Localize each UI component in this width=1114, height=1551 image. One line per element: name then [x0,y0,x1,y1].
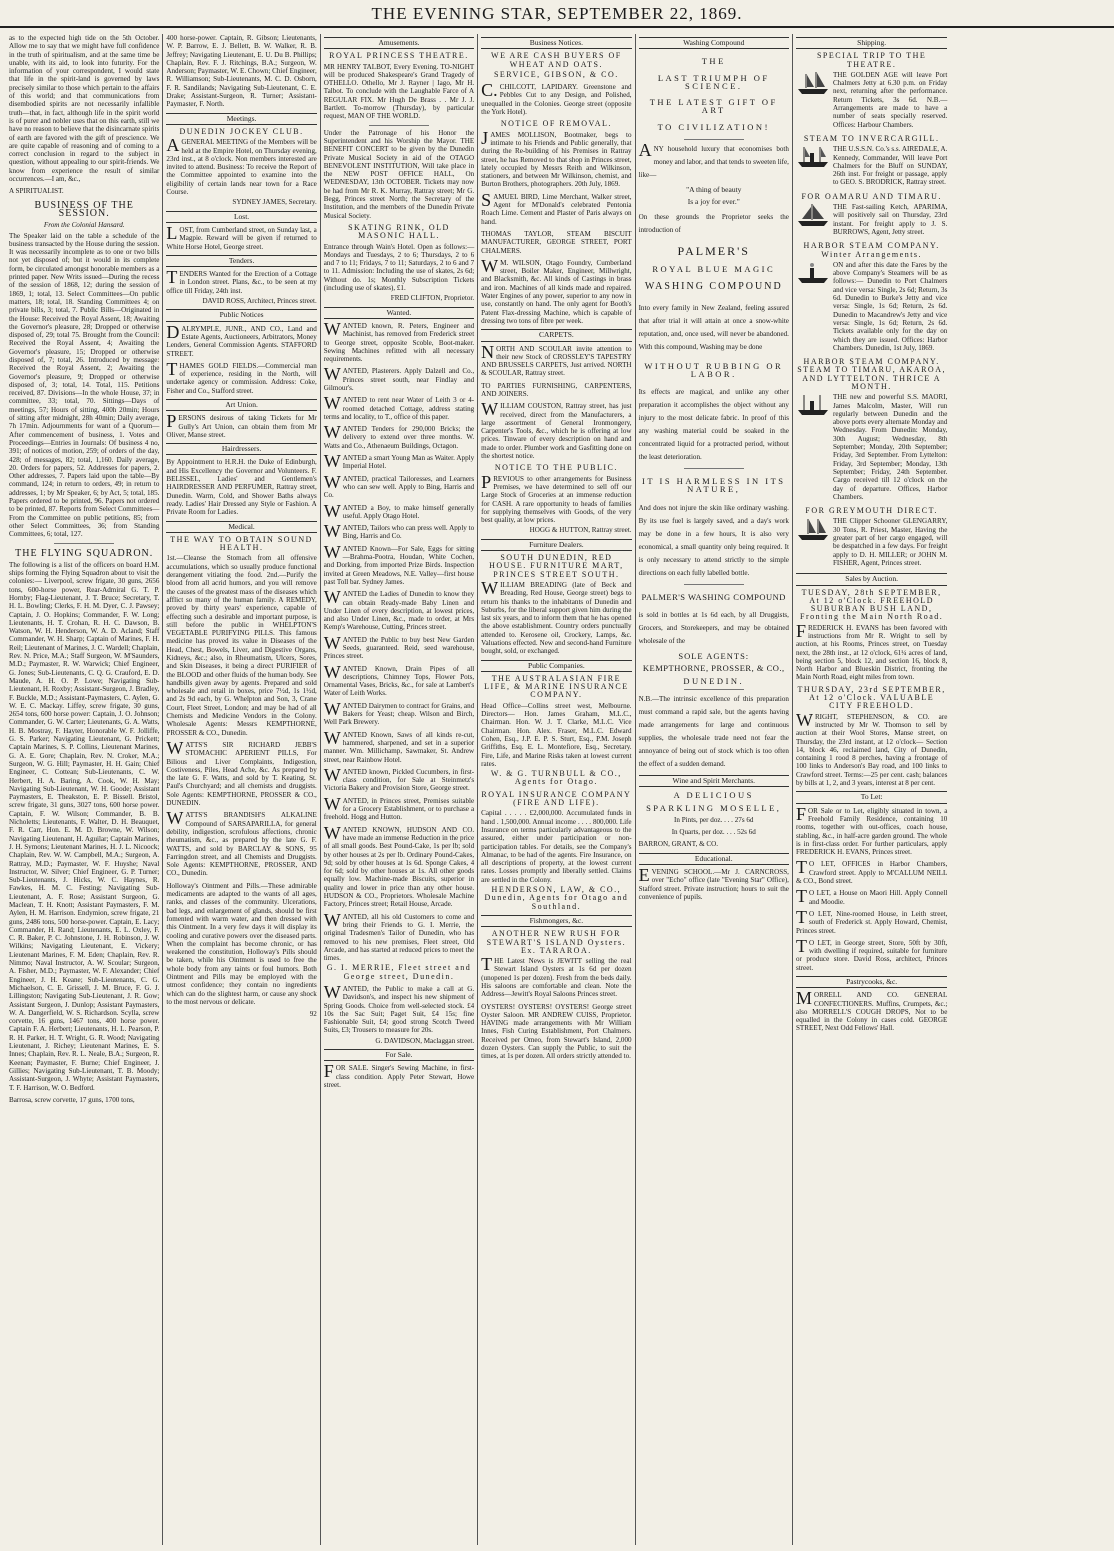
headline: LAST TRIUMPH OF SCIENCE. [657,72,770,91]
article-heading: THE FLYING SQUADRON. [15,547,154,559]
ad-title: THE AUSTRALASIAN FIRE LIFE, & MARINE INSURANCE COMPANY. [484,673,629,700]
ad-body: WM. WILSON, Otago Foundry, Cumberland street, Boiler Maker, Engineer, Millwright, and Blacksmith, &c. All kinds of Castings in brass and iron. Machines of all kinds made and repaired. Water Engines of any power, superior to any now in use, constantly on hand. The only agent for Booth's Patent Flax-dressing Machine, which is capable of dressing two tons of fibre per week. [481,255,632,325]
ad-body: And does not injure the skin like ordinary washing. By its use fuel is largely saved, and a day's work may be done in a few hours, It is also very economical, a small quantity only being required. It is only necessary to attend strictly to the simple directions on each fully labelled bottle. [638,503,789,577]
ad-body: WATTS'S SIR RICHARD JEBB'S STOMACHIC APERIENT PILLS, For Bilious and Liver Complaints, Indigestion, Costiveness, Piles, Head Ache, &c. As prepared by the late G. F. Watts, and sold by T. Keating, St. Paul's Churchyard; and all chemists and druggists. Sole Agents: KEMPTHORNE, PROSSER & CO., DUNEDIN. [166,737,317,808]
article-heading: BUSINESS OF THE SESSION. [34,199,134,219]
article-source: From the Colonial Hansard. [43,221,125,230]
ad-body: FREDERICK H. EVANS has been favored with instructions from Mr R. Wright to sell by auction, at his Rooms, Princes street, on Tuesday next, the 28th inst., at 12 o'clock, 61¼ acres of land, being section 5, block 12, and section 16, block 8, North Harbor and Blueskin District, fronting the Main North Road, eight miles from town. [795,620,948,682]
headline: DUNEDIN. [683,675,745,686]
ad-title: THE WAY TO OBTAIN SOUND HEALTH. [170,534,313,553]
ad-body: THE GOLDEN AGE will leave Port Chalmers Jetty at 6.30 p.m. on Friday next, returning after the performance. Return Tickets, 3s 6d. N.B.—Arrangements are made to have a number of seats specially reserved. Offices: Harbour Chambers. [832,70,948,129]
column-3 [321,34,478,1545]
ad-body: TO LET, in George street, Store, 50ft by 30ft, with dwelling if required, suitable for furniture or produce store. David Ross, architect, Princes street. [795,935,948,972]
ad-signature: SERVICE, GIBSON, & CO. [493,69,619,79]
ad-body: THE Latest News is JEWITT selling the real Stewart Island Oysters at 1s 6d per dozen (unopened 1s per dozen). Fresh from the beds daily. His saloons are comfortable and clean. Note the Address—Jewitt's Royal Saloons Princes street. [481,954,632,999]
ad-body: FOR Sale or to Let, eligibly situated in town, a Freehold Family Residence, containing 10 rooms, together with out-offices, coach house, stabling, &c., in half-acre garden ground. The whole is in first-class order. For further particulars, apply FREDERICK H. EVANS, Princes street. [795,803,948,857]
masthead [0,0,1114,28]
section-public-notices: Public Notices [166,309,316,321]
ad-body: WRIGHT, STEPHENSON, & CO. are instructed by Mr W. Thomson to sell by auction at their Wool Stores, Manse street, on Thursday, the 23rd instant, at 12 o'clock— Section 14, block 46, reclaimed land, City of Dunedin, containing 1 rood 8 perches, having a frontage of 100 links to Anderson's Bay road, and 100 links to Crawford street. Terms:—25 per cent. cash; balances by bills at 1, 2, and 3 years, interest at 8 per cent. [795,709,948,788]
ad-title: NOTICE TO THE PUBLIC. [494,463,618,473]
ad-body: PREVIOUS to other arrangements for Business Premises, we have determined to sell off our Large Stock of Groceries at an immense reduction for CASH. A rare opportunity to heads of families for supplying themselves with Goods, of the very best quality, at low prices. [481,471,632,525]
section-washing-compound: Washing Compound [639,37,789,49]
ad-body: EVENING SCHOOL.—Mr J. CARNCROSS, over "Echo" office (late "Evening Star" Office), Stafford street. Private instruction; hours to suit the convenience of pupils. [638,865,789,901]
wanted-ad: WANTED, Plasterers. Apply Dalzell and Co., Princes street south, near Findlay and Gilmour's. [323,364,475,392]
ad-title: ROYAL PRINCESS THEATRE. [329,51,469,61]
letter-text: as to the expected high tide on the 5th October. Allow me to say that we might have full confidence in the truth of spiritualism, and at the same time be unable, with its aid, to look into futurity. For the information of your correspondent, I would state that life in the spirit-land is governed by laws precisely similar to those which pertain to the affairs of this world; and that communications from disembodied spirits are not necessarily infallible truth—that, in fact, although life in the spirit world is of purer and nobler uses that on this earth, still we have no reason to believe that the disincarnate spirits of earth are favored with the gift of prescience. We are quite capable of reasoning and of coming to a correct conclusion in regard to the subject in question, without appealing to our spirit-friends. We know from experience the result of similar occurrences.—I am, &c., [9,34,160,184]
ad-body: SAMUEL BIRD, Lime Merchant, Walker street, Agent for M'Donald's celebrated Pentonia Roach Lime. Cement and Plaster of Paris always on hand. [481,189,632,226]
ad-title: ANOTHER NEW RUSH FOR STEWART'S ISLAND Oysters. Ex. TARAROA. [486,929,627,955]
ad-body: JAMES MOLLISON, Bootmaker, begs to intimate to his Friends and Public generally, that during the Re-building of his Premises in Rattray street, he has Removed to that shop in Princes street, lately occupied by Messrs Reith and Wilkinson, stationers, and between Mr Wilkinson, chemist, and Burton Brothers, photographers. 20th July, 1869. [481,127,632,189]
ad-body: TO LET, OFFICES in Harbor Chambers, Crawford street. Apply to M'CALLUM NEILL & CO., Bond street. [795,857,948,886]
wanted-ad: WANTED, all his old Customers to come and bring their Friends to G. I. Merrie, the original Tradesmen's Tailor of Dunedin, who has removed to his new premises, Fleet street, Old Arcade, and has started at reduced prices to meet the times. [323,909,475,963]
ad-body: 1st.—Cleanse the Stomach from all offensive accumulations, which so usually produce functional derangement vitiating the food. 2nd.—Purify the blood from all acrid humors, and you will remove the causes of the greatest mass of the diseases which afflict so many of the human family. A REMEDY, proved by thirty years' experience, capable of effecting such a desirable and important purpose, is still before the public in WHELPTON'S VEGETABLE PURIFYING PILLS. This famous medicine has proved its value in Diseases of the Head, Chest, Bowels, Liver, and Digestive Organs, Kidneys, &c.; also, in Rheumatism, Ulcers, Sores, and Skin Diseases, it being a direct PURIFIER of the BLOOD and other fluids of the human body. See handbills given away by agents. Prepared and sold wholesale and retail in boxes, price 7½d, 1s 1½d, and 2s 9d each, by G. Whelpton and Son, 3, Crane Court, Fleet Street, London; and may be had of all Chemists and Medicine Vendors in the Colony. Wholesale Agents: Messrs KEMPTHORNE, PROSSER & CO., Dunedin. [166,554,317,737]
section-public-companies: Public Companies. [481,660,631,672]
ad-title: SKATING RINK, OLD MASONIC HALL. [348,222,450,241]
ad-body: C.CHILCOTT, LAPIDARY. Greenstone and Pebbles Cut to any Design, and Polished, unequalled in the Colonies. George street (opposite the York Hotel). [481,80,632,117]
section-educational: Educational. [639,853,789,865]
column-2 [163,34,320,1545]
ad-body: FOR SALE. Singer's Sewing Machine, in first-class condition. Apply Peter Stewart, Howe street. [323,1061,475,1089]
ad-body: Capital . . . . . £2,000,000. Accumulated funds in hand . 1,500,000. Annual income . . . . 800,000. Life Insurance on terms particularly advantageous to the assured, either under participation or non-participation tables. For details, see the Company's Almanac, to be had of the agents. Fire Insurance, on all descriptions of property, at the lowest current rates. Losses promptly and liberally settled. Claims are settled in the Colony. [481,809,632,884]
ad-signature: DAVID ROSS, Architect, Princes street. [202,297,317,306]
ad-body: LOST, from Cumberland street, on Sunday last, a Magpie. Reward will be given if returned to White Horse Hotel, George street. [166,222,317,251]
ad-title: DUNEDIN JOCKEY CLUB. [179,126,304,136]
article-body: The Speaker laid on the table a schedule of the business transacted by the House during the session. It was necessarily incomplete as to one or two bills not yet disposed of; but it would in its complete form, be circulated amongst honorable members as a printed paper. New Writs issued—During the recess of the session of 1868, 12; during the session of 1869, 1; total, 13. Select Committees—On public matters, 18; total, 18. Standing Committees 4; on private bills, 3; total, 7. Public Bills—Originated in the House: Received the Royal Assent, 18; Awaiting the Governor's pleasure, 28; Dropped or otherwise disposed of, 29; total 75. Brought from the Council: Received the Royal Assent, 4; Awaiting the Governor's pleasure, 15; Dropped or otherwise disposed of, 7; total, 26. Introduced by message: Received the Royal Assent, 2; Awaiting the Governor's pleasure, 9; Dropped or otherwise disposed of, 3; total, 14. Total, 115. Petitions received, 87. Divisions—In the whole House, 37; in committee, 33; total, 70. Sittings—Days of meetings, 57; Hours of sitting, 400h 20min; Hours of sitting after midnight, 28h 40min; Daily average, 7h 17min. Adjournments for want of a Quorum—After commencement of business, 1. Votes and Proceedings—Entries in Journals: Of business 4 no, 391; of notices of motion, 259; of orders of the day, 428; of messages, 82; total, 1,160. Daily average, 20. Orders for papers, 52. Addresses for papers, 2. Other addresses, 7. Papers laid upon the table—By command, 124; in return to orders, 49; in return to addresses, 1; by Mr Speaker, 6; by Act, 5; total, 185. Papers ordered to be printed, 96. Papers not ordered to be printed, 87. Reports from Select Committees—From the Committee on public petitions, 85; from other Select Committees, 36; from Standing Committees, 6; total, 127. [9,231,160,539]
wanted-ad: WANTED a smart Young Man as Waiter. Apply Imperial Hotel. [323,451,475,472]
wanted-ad: WANTED, in Princes street, Premises suitable for a Grocery Establishment, or to purchase a freehold. Hogg and Hutton. [323,793,475,822]
ad-body: Under the Patronage of his Honor the Superintendent and his Worship the Mayor. THE BENEFIT CONCERT to be given by the Dunedin Private Musical Society in aid of the OTAGO BENEVOLENT INSTITUTION, Will take place in the NEW POST OFFICE HALL, On WEDNESDAY, 13th OCTOBER. Tickets may now be had from Mr R. K. Murray, Rattray street; Mr G. Begg, Princes street North; the Secretary of the Institution, and the members of the Dunedin Private Musical Society. [323,128,475,220]
section-medical: Medical. [166,521,316,533]
headline: IT IS HARMLESS IN ITS NATURE, [642,476,786,495]
ad-body: DALRYMPLE, JUNR., AND CO., Land and Estate Agents, Auctioneers, Arbitrators, Money Lenders, General Commission Agents. STAFFORD STREET. [166,321,317,358]
ad-title: HARBOR STEAM COMPANY. Winter Arrangements. [803,241,940,259]
ad-body: OYSTERS! OYSTERS! OYSTERS! George street Oyster Saloon. MR ANDREW CUISS, Proprietor. HAVING made arrangements with Mr William Innes, Fish Curing Establishment, Port Chalmers. Received per Omeo, from Stewart's Island, 2,000 dozen Oysters. Can supply the Public, to suit the times, at 1s per dozen. All orders strictly attended to. [481,1002,632,1061]
section-business-notices: Business Notices. [481,37,631,49]
ship-icon [796,517,830,541]
headline: THE [701,56,726,67]
ad-body: Entrance through Wain's Hotel. Open as follows:—Mondays and Tuesdays, 2 to 6; Thursdays, 2 to 6 and 7 to 11; Fridays, 7 to 11; Saturdays, 2 to 6 and 7 to 11. Admission: Including the use of skates, 2s 6d; Without do. 1s; Monthly Subscription Tickets (including use of skates), £1. [323,242,475,293]
ad-signature: G. DAVIDSON, Maclaggan street. [375,1036,475,1045]
ad-title: TO PARTIES FURNISHING, CARPENTERS, AND JOINERS. [481,381,632,398]
section-sales-by-auction: Sales by Auction. [796,573,947,585]
article-last-line: Barrosa, screw corvette, 17 guns, 1700 tons, [9,1095,135,1104]
wanted-ad: WANTED to rent near Water of Leith 3 or 4-roomed detached Cottage, address stating terms and locality, to T., office of this paper. [323,393,475,421]
headline: A DELICIOUS [673,790,754,801]
section-for-sale: For Sale. [324,1049,474,1061]
ad-title: FOR OAMARU AND TIMARU. [801,191,942,201]
ad-title: HARBOR STEAM COMPANY. STEAM TO TIMARU, AKAROA, AND LYTTELTON. THRICE A MONTH. [797,357,946,391]
wanted-ad: WANTED a Boy, to make himself generally useful. Apply Otago Hotel. [323,500,475,521]
ad-signature: G. I. MERRIE, Fleet street and George street, Dunedin. [326,963,472,981]
column-1 [6,34,163,1545]
wanted-ad: WANTED, practical Tailoresses, and Learners who can sew well. Apply to Bing, Harris and Co. [323,471,475,500]
column-5 [636,34,793,1545]
wanted-ad: WANTED known, R. Peters, Engineer and Machinist, has removed from Frederick street to George street, opposite Scoble, Boot-maker. Sewing Machines refitted with all necessary requirements. [323,318,475,364]
headline: SOLE AGENTS: [678,651,750,662]
ad-body: WILLIAM COUSTON, Rattray street, has just received, direct from the Manufacturers, a large assortment of General Ironmongery, Carpenter's Tools, &c., which he is offering at low prices. Tinware of every description on hand and made to order. Plumber work and Gasfitting done on the shortest notice. [481,399,632,461]
ad-title: SOUTH DUNEDIN, RED HOUSE. FURNITURE MART, PRINCES STREET SOUTH. [489,553,624,579]
price-line: In Pints, per doz. . . . 27s 6d [674,815,754,824]
quote-line: "A thing of beauty [686,185,742,195]
headline: KEMPTHORNE, PROSSER, & CO., [642,663,785,674]
wanted-ad: WANTED Known, Drain Pipes of all descriptions, Chimney Tops, Flower Pots, Ornamental Vases, Bricks, &c., for sale at Lambert's Water of Leith Works. [323,661,475,698]
section-meetings: Meetings. [166,113,316,125]
article-body: The following is a list of the officers on board H.M. ships forming the Flying Squadron about to visit the colonies:— Liverpool, screw frigate, 30 guns, 2656 tons, 600-horse power, Rear-Admiral G. T. P. Hornby; Flag-Lieutenant, J. T. Bruce; Secretary, T. H. L. Bowling; Clerks, F. H. M. Dyer, C. J. Pawsey; Captain, J. O. Hopkins; Commander, F. W. Long; Lieutenants, H. T. Crohan, R. H. C. Dawson, B. Watson, W. H. Henderson, W. A. D. Acland; Staff Commander, W. H. Sharp; Captain of Marines, F. H. Reil; Lieutenant of Marines, J. C. Wardell; Chaplain, Rev. N. Price, M.A.; Staff Surgeon, W. M'Saunders, M.D.; Paymaster, R. W. Warwick; Chief Engineer, G. Jones; Sub-Lieutenants, C. Q. G. Crauford, E. D. Maude, A. H. O. P. Lowe; Navigating Sub-Lieutenant, H. Roxby; Assistant-Surgeon, J. Bradley, F. Buckle, M.D.; Assistant-Paymasters, C. Aylen, G. W. E. C. Mackay. Liffey, screw frigate, 30 guns, 2654 tons, 600 horse power: Captain, J. O. Johnson; Commander, G. W. Carter; Lieutenants, G. A. Watts, H. B. Mostray, F. Hayter, Honorable W. F. Jolliffe, G. S. Parker; Navigating Lieutenant, G. Prickett; Captain Marines, S. P. Collins, Lieutenant Marines, G. A. E. Gore; Chaplain, Rev. N. Croker, M.A.; Surgeon, W. G. Hill; Paymaster, H. H. Gain; Chief Engineer, C. Cottean; Sub-Lieutenants, C. W. Herbert, H. A. Baring, A. Cook, W. H. May; Navigating Sub-Lieutenant, W. H. Goode; Assistant Paymasters, E. Theakston, E. P. Bissell. Bristol, screw frigate, 31 guns, 3027 tons, 600 horse power. Captain, F. W. Wilson; Commander, B. B. Nicholetts; Lieutenants, F. Walter, D. H. Beauquet, F. R. Carr, Hon. E. M. D. Browne, W. Wilson; Navigating Lieutenant, H. Aguilar; Captain Marines, J. H. Symons; Lieutenant Marines, H. J. L. Nicoock; Chaplain, Rev. W. W. Campbell, M.A.; Surgeon, A. Rattray, M.D.; Paymaster, W. F. Huyshe; Naval Instructor, W. Silver; Chief Engineer, G. P. Turner; Sub-Lieutenants, J. Hicks, W. C. Haynes, R. Fawkes, H. M. C. Festing; Navigating Sub-Lieutenant, A. F. Rose; Assistant Surgeon, G. Maclean, T. H. Knott; Assistant Paymasters, F. M. Aylen, H. M. Harrison. Endymion, screw frigate, 21 guns, 2486 tons, 500 horse-power. Captain, E. Lacy; Commander, H. Rand; Lieutenants, E. L. Oxley, F. C. R. Baker, P. C. Johnstone, J. H. Robinson, J. W. Wilkins; Navigating Lieutenant, E. Vickery; Lieutenant Marines, F. M. Eden; Chaplain, Rev. R. Nimmo; Naval Instructor, A. W. Scoular; Surgeon, A. Fisher, M.D.; Paymaster, W. F. Alexander; Chief Engineer, J. H. Keane; Sub-Lieutenants, C. G. Michaelson, C. E. Grissell, J. M. Bruce, F. G. J. Lillingston; Navigating Sub-Lieutenant, J. R. Gow; Assistant Surgeon, J. Dunlop; Assistant Paymasters, W. A. Dangerfield, W. S. Richardson. Scylla, screw corvette, 16 guns, 1467 tons, 400 horse power. Captain F. A. Herbert; Lieutenants, H. L. Pearson, P. R. H. Parker, H. T. Wright, G. R. Wood; Navigating Lieutenant, J. Richey; Lieutenant Marines, E. S. Innes; Chaplain, Rev. R. L. Neale, B.A.; Surgeon, R. Keenan; Paymaster, F. Burne; Chief Engineer, J. Gillies; Navigating Sub-Lieutenant, T. B. Moody; Assistant-Surgeon, J. Whyte; Assistant Paymasters, T. F. Harrison, W. O. Bedford. [9,560,160,1092]
section-fishmongers: Fishmongers, &c. [481,915,631,927]
ad-body: Into every family in New Zealand, feeling assured that after trial it will attain at once a snow-white reputation, and, once used, will never be abandoned. With this compound, Washing may be done [638,303,789,351]
ad-signature: FRED CLIFTON, Proprietor. [390,294,475,303]
ad-title: THURSDAY, 23rd SEPTEMBER, At 12 o'Clock. VALUABLE CITY FREEHOLD. [797,684,946,711]
ad-title: SPECIAL TRIP TO THE THEATRE. [816,51,927,69]
headline: THE LATEST GIFT OF ART [649,97,778,116]
wanted-ad: WANTED the Ladies of Dunedin to know they can obtain Ready-made Baby Linen and Under Linen of every description, at lowest prices, and also Under Linen, &c., made to order, at Mrs Kemp's Warehouse, Cutting, Princes street. [323,587,475,632]
wanted-ad: WANTED Known—For Sale, Eggs for sitting—Brahma-Pootra, Houdan, White Cochen, and Dorking, from imported Prize Birds. Inspection invited at Green Meadows, N.E. Valley—first house past Toll bar. Sydney James. [323,541,475,586]
headline: SPARKLING MOSELLE, [646,802,782,813]
ad-signature: HENDERSON, LAW, & CO., Dunedin, Agents for Otago and Southland. [484,885,629,911]
section-tenders: Tenders. [166,255,316,267]
ad-body: PERSONS desirous of taking Tickets for Mr Gully's Art Union, can obtain them from Mr Oliver, Manse street. [166,411,317,439]
wanted-ad: WANTED known, Pickled Cucumbers, in first-class condition, for Sale at Steinmetz's Victoria Bakery and Provision Store, George street. [323,764,475,793]
divider [369,125,429,126]
ad-body: THAMES GOLD FIELDS.—Commercial man of experience, residing in the North, will undertake agency or commission. Address: Coke, Fisher and Co., Stafford street. [166,358,317,395]
ad-signature: BARRON, GRANT, & CO. [638,840,719,849]
ship-icon [796,71,830,95]
newspaper-title: THE EVENING STAR, SEPTEMBER 22, 1869. [371,4,743,23]
ad-body: Its effects are magical, and unlike any other preparation it accomplishes the object without any injury to the most delicate fabric. In proof of this any washing material could be soaked in the concentrated liquid for a protracted period, without the least deterioration. [638,388,789,462]
divider [684,584,744,585]
column-6 [793,34,950,1545]
ad-title: NOTICE OF REMOVAL. [500,119,612,129]
section-hairdressers: Hairdressers. [166,443,316,455]
steamship-icon [796,393,830,417]
wanted-ad: WANTED Known, Saws of all kinds re-cut, hammered, sharpened, and set in a superior manner. Wm. Millichamp, Sawmaker, St. Andrew street, near Rainbow Hotel. [323,727,475,764]
section-amusements: Amusements. [324,37,474,49]
ad-body: THE new and powerful S.S. MAORI, James Malcolm, Master, Will run regularly between Dunedin and the above ports every alternate Monday and Wednesday. From Dunedin: Monday, 30th August; Wednesday, 8th September; Monday, 20th September; Friday, 3rd September. From Lyttelton: Friday, 3rd September; Monday, 13th September; Friday, 24th September. Cargo received till 12 o'clock on the day of departure. Offices, Harbor Chambers. [832,393,948,501]
ad-title: THOMAS TAYLOR, STEAM BISCUIT MANUFACTURER, GEORGE STREET, PORT CHALMERS. [481,229,632,255]
ad-body: AGENERAL MEETING of the Members will be held at the Empire Hotel, on Thursday evening, 23rd inst., at 8 o'clock. Non members interested are invited to attend. Business: To receive the Report of the Committee appointed to examine into the eligibility of certain lands near town for a Race Course. [166,135,317,197]
ad-body: is sold in bottles at 1s 6d each, by all Druggists, Grocers, and Storekeepers, and may be obtained wholesale of the [638,611,789,646]
wanted-ad: WANTED, Tailors who can press well. Apply to Bing, Harris and Co. [323,521,475,542]
ad-title: STEAM TO INVERCARGILL. [803,133,940,143]
letter-signature: A SPIRITUALIST. [9,187,64,196]
ad-body: Holloway's Ointment and Pills.—These admirable medicaments are adapted to the wants of all ages, ranks, and classes of the community. Ulcerations, bad legs, and enlargement of glands, should be first fomented with warm water, and then dressed with this Ointment. In a very few days it will display its cooling and curative powers over the diseased parts. When the complaint has become chronic, or has weakened the constitution, Holloway's Pills should be taken, while his Ointment is used to free the whole body from any taints or foul humors. Both Ointment and Pills may be employed with the utmost confidence; they contain no ingredients which can do the slightest harm, or cause any shock to the most nervous or delicate. [166,881,317,1006]
ad-title: WE ARE CASH BUYERS OF WHEAT AND OATS. [491,51,622,69]
wanted-ad: WANTED Tenders for 290,000 Bricks; the delivery to extend over three months. W. Watts and Co., Athenaeum Buildings, Octagon. [323,422,475,450]
ad-body: Head Office—Collins street west, Melbourne. Directors— Hon. James Graham, M.L.C., Chairman. Hon. W. J. T. Clarke, M.L.C. Vice Chairman. Hon. Alex. Fraser, M.L.C. Edward Cohen, Esq., J.P. E. P. S. Sturt, Esq., P.M. Joseph Griffiths, Esq. E. L. Montefiore, Esq., Secretary. Fire, Life, and Marine Risks taken at lowest current rates. [481,701,632,768]
section-shipping: Shipping. [796,37,947,49]
ad-title: TUESDAY, 28th SEPTEMBER, At 12 o'Clock. FREEHOLD SUBURBAN BUSH LAND, Fronting the Main North Road. [800,587,944,622]
wanted-ad: WANTED Dairymen to contract for Grains, and Bakers for Yeast; cheap. Wilson and Birch, Well Park Brewery. [323,698,475,727]
section-furniture-dealers: Furniture Dealers. [481,539,631,551]
ship-icon [796,203,830,227]
ad-body: TENDERS Wanted for the Erection of a Cottage in London street. Plans, &c., to be seen at my office till Friday, 24th inst. [166,267,317,295]
divider [54,543,114,544]
ad-body: THE Fast-sailing Ketch, APARIMA, will positively sail on Thursday, 23rd instant. For freight apply to J. S. BURROWS, Agent, Jetty street. [832,203,948,236]
column-4 [478,34,635,1545]
ad-body: NORTH AND SCOULAR invite attention to their new Stock of CROSSLEY'S TAPESTRY AND BRUSSELS CARPETS, Just arrived. NORTH & SCOULAR, Rattray street. [481,341,632,378]
article-continuation: 400 horse-power. Captain, R. Gibson; Lieutenants, W. P. Barrow, E. J. Bellett, B. W. Walker, R. B. Jeffrey; Navigating Lieutenant, E. U. Du B. Phillips; Chaplain, Rev. F. J. Ritchings, B.A.; Surgeon, W. Anderson; Paymaster, W. E. Chown; Chief Engineer, R. Williamson; Sub-Lieutenants, M. C. D. Osborn, F. R. Sandilands; Navigating Sub-Lieutenant, C. E. Drake; Assistant-Surgeon, R. Turner; Assistant-Paymaster, F. North. [166,34,317,109]
steamship-icon [796,145,830,169]
ad-body: N.B.—The intrinsic excellence of this preparation must command a rapid sale, but the agents having made arrangements for large and continuous supplies, the wholesale trade need not fear the annoyance of being out of stock which is too often the effect of a sudden demand. [638,694,789,768]
ad-signature: W. & G. TURNBULL & CO., Agents for Otago. [490,769,622,787]
quote-line: Is a joy for ever." [687,197,740,207]
divider [684,468,744,469]
divider [684,139,744,140]
ad-signature: HOGG & HUTTON, Rattray street. [529,526,632,535]
wanted-ad: WANTED, the Public to make a call at G. Davidson's, and inspect his new shipment of Spring Goods. Choice from well-selected stock. £4 10s the Sac Suit; Paget Suit, £4 15s; fine Fashionable Suit, £4; good strong Scotch Tweed Suits, £3; Trousers to measure for 20s. [323,981,475,1035]
product-name: PALMER'S [677,243,750,258]
product-line: ROYAL BLUE MAGIC [652,263,776,274]
ad-body: WILLIAM BREADING (late of Beck and Breading, Red House, George street) begs to return his thanks to the inhabitants of Dunedin and Suburbs, for the liberal support given him during the last six years, and to inform them that he has opened the above establishment. Country orders punctually attended to. Kerosene oil, Crockery, Lamps, &c. Valuations effected. New and second-hand Furniture bought, sold, or exchanged. [481,577,632,656]
headline: TO CIVILIZATION! [657,121,770,132]
headline: WITHOUT RUBBING OR LABOR. [644,360,784,379]
ad-title: FOR GREYMOUTH DIRECT. [805,506,938,516]
ad-body: MORRELL AND CO. GENERAL CONFECTIONERS. Muffins, Crumpets, &c.; also MORRELL'S COUGH DROPS, Not to be equalled in the Colony in cases cold. GEORGE STREET, Next Odd Fellows' Hall. [795,988,948,1033]
ad-title: ROYAL INSURANCE COMPANY (FIRE AND LIFE). [481,789,632,808]
ad-body: ANY household luxury that economises both money and labor, and that tends to sweeten life, like— [638,140,789,180]
section-wanted: Wanted. [324,307,474,319]
ad-signature: SYDNEY JAMES, Secretary. [232,198,317,207]
ad-body: WATTS'S BRANDISH'S ALKALINE Compound of SARSAPARILLA, for general debility, indigestion, scrofulous affections, chronic rheumatism, &c., as prepared by the late G. F. WATTS, and sold by BARCLAY & SONS, 95 Farringdon street, and all Chemists and Druggists. Sole Agents: KEMPTHORNE, PROSSER, AND CO., Dunedin. [166,808,317,878]
newspaper-columns [6,34,1108,1545]
section-lost: Lost. [166,211,316,223]
ad-body: THE U.S.S.N. Co.'s s.s. AIREDALE, A. Kennedy, Commander, Will leave Port Chalmers for the Bluff on SUNDAY, 26th inst. For freight or passage, apply to GEO. S. BRODRICK, Rattray street. [832,145,948,187]
wanted-ad: WANTED KNOWN, HUDSON AND CO. have made an immense Reduction in the price of all small goods. Best Pound-Cake, 1s per lb; sold by other houses at 2s per lb. Ordinary Pound-Cakes, 9d; sold by other houses at 1s 6d. Sponge Cakes, 4 for 6d; sold by other houses at 1s. All other goods equally low. Machine-made Biscuits, superior in quality and lower in price than any other house. HUDSON & CO., Proprietors. Wholesale Machine Factory, Princes street; Retail House, Arcade. [323,822,475,909]
section-art-union: Art Union. [166,399,316,411]
ad-body: THE Clipper Schooner GLENGARRY, 30 Tons, R. Priest, Master, Having the greater part of her cargo engaged, will be despatched in a few days. For freight apply to D. H. MILLER; or JOHN M. FISHER, Agent, Princes street. [832,517,948,567]
section-carpets: CARPETS. [481,329,631,341]
section-pastrycooks: Pastrycooks, &c. [796,976,947,988]
price-line: In Quarts, per doz. . . . 52s 6d [671,828,756,837]
ad-body: MR HENRY TALBOT, Every Evening. TO-NIGHT will be produced Shakespeare's Grand Tragedy of OTHELLO. Othello, Mr J. Rayner | Iago, Mr H. Talbot. To conclude with the Laughable Farce of A REGULAR FIX. Mr Hugh De Brass . . Mr J. J. Bartlett. To-morrow (Thursday), by particular request, MAN OF THE WORLD. [323,62,475,121]
product-line: WASHING COMPOUND [644,281,783,293]
divider [684,689,744,690]
section-wine: Wine and Spirit Merchants. [639,775,789,787]
ad-body: TO LET, Nine-roomed House, in Leith street, south of Frederick st. Apply Howard, Chemist, Princes street. [795,906,948,935]
page-number: 92 [309,1010,317,1019]
wanted-ad: WANTED the Public to buy best New Garden Seeds, guaranteed. Reid, seed warehouse, Princes street. [323,632,475,661]
ad-body: TO LET, a House on Maori Hill. Apply Connell and Moodie. [795,886,948,907]
ad-body: ON and after this date the Fares by the above Company's Steamers will be as follows:— Dunedin to Port Chalmers and vice versa: Single, 2s 6d; Return, 3s 6d. Dunedin to Burke's Jetty and vice versa: Single, 1s 6d; Return, 2s 6d. Dunedin to Macandrew's Jetty and vice versa: Single, 1s 6d; Return, 2s 6d. Tickets available only for the day on which they are issued. Offices: Harbor Chambers. Dunedin, 1st July, 1869. [832,260,948,352]
ad-body: On these grounds the Proprietor seeks the introduction of [638,212,789,234]
steamship-icon [796,261,830,285]
section-to-let: To Let: [796,791,947,803]
ad-body: By Appointment to H.R.H. the Duke of Edinburgh, and His Excellency the Governor and Volunteers. F. BELISSEL, Ladies' and Gentlemen's HAIRDRESSER AND PERFUMER, Rattray street, Dunedin. Warm, Cold, and Shower Baths always ready. Ladies' Hair Dressed any Style or Fashion. A Private Room for Ladies. [166,458,317,517]
headline: PALMER'S WASHING COMPOUND [641,591,786,602]
